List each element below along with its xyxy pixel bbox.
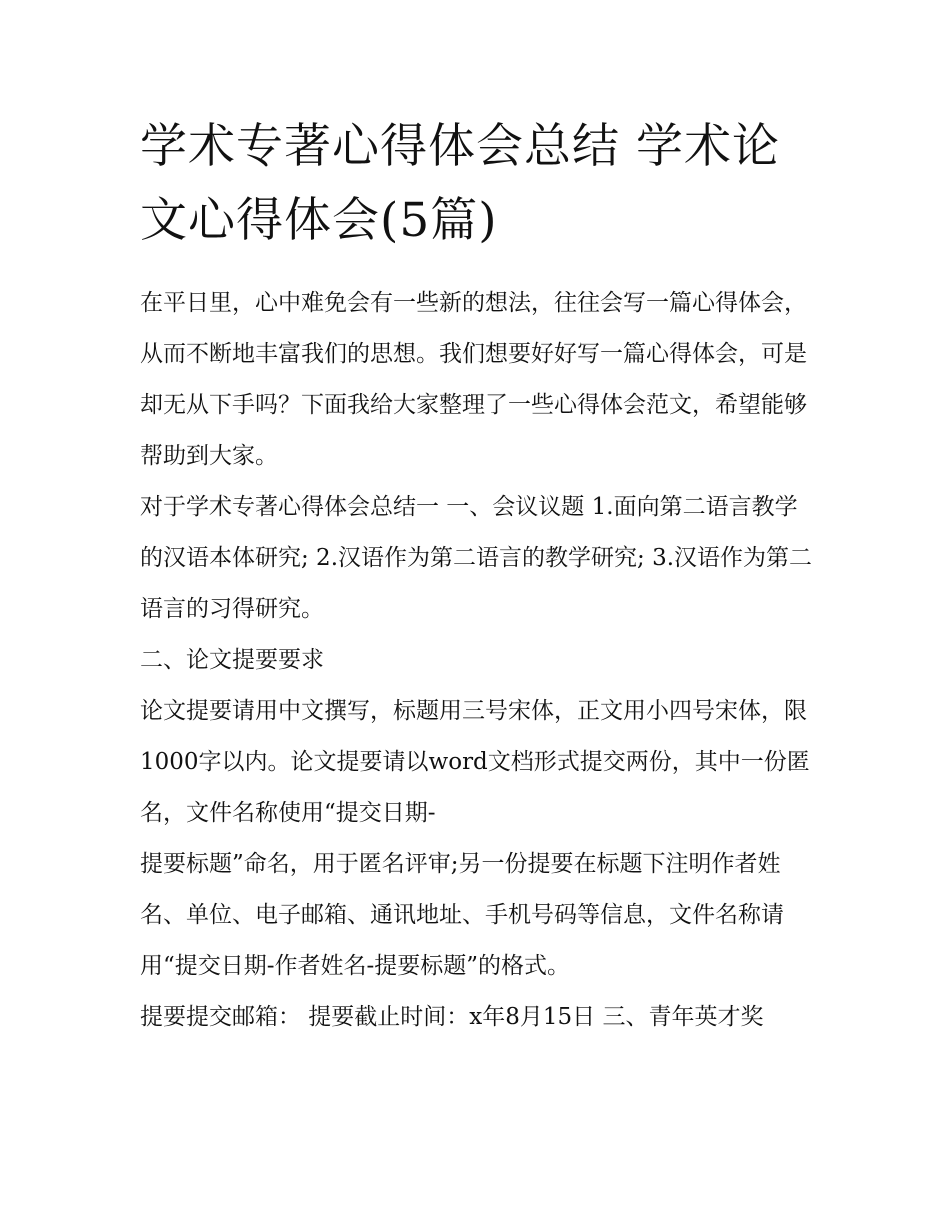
- intro-paragraph: 在平日里，心中难免会有一些新的想法，往往会写一篇心得体会，从而不断地丰富我们的思想。我们想要好好写一篇心得体会，可是却无从下手吗？下面我给大家整理了一些心得体会范文，希望能够帮助到大家。: [140, 290, 807, 469]
- document-page: [140, 110, 816, 1043]
- document-title: 学术专著心得体会总结 学术论文心得体会(5篇): [140, 119, 780, 248]
- submission-info-paragraph: 提要提交邮箱： 提要截止时间：x年8月15日 三、青年英才奖: [140, 1004, 764, 1030]
- abstract-format-paragraph: 论文提要请用中文撰写，标题用三号宋体，正文用小四号宋体，限1000字以内。论文提要请以word文档形式提交两份，其中一份匿名，文件名称使用“提交日期-: [140, 698, 810, 826]
- abstract-naming-paragraph: 提要标题”命名，用于匿名评审;另一份提要在标题下注明作者姓名、单位、电子邮箱、通讯地址、手机号码等信息，文件名称请用“提交日期-作者姓名-提要标题”的格式。: [140, 851, 784, 979]
- conference-topics-paragraph: 对于学术专著心得体会总结一 一、会议议题 1.面向第二语言教学的汉语本体研究; 2.汉语作为第二语言的教学研究; 3.汉语作为第二语言的习得研究。: [140, 494, 813, 622]
- section-heading-abstract-requirements: 二、论文提要要求: [140, 647, 324, 673]
